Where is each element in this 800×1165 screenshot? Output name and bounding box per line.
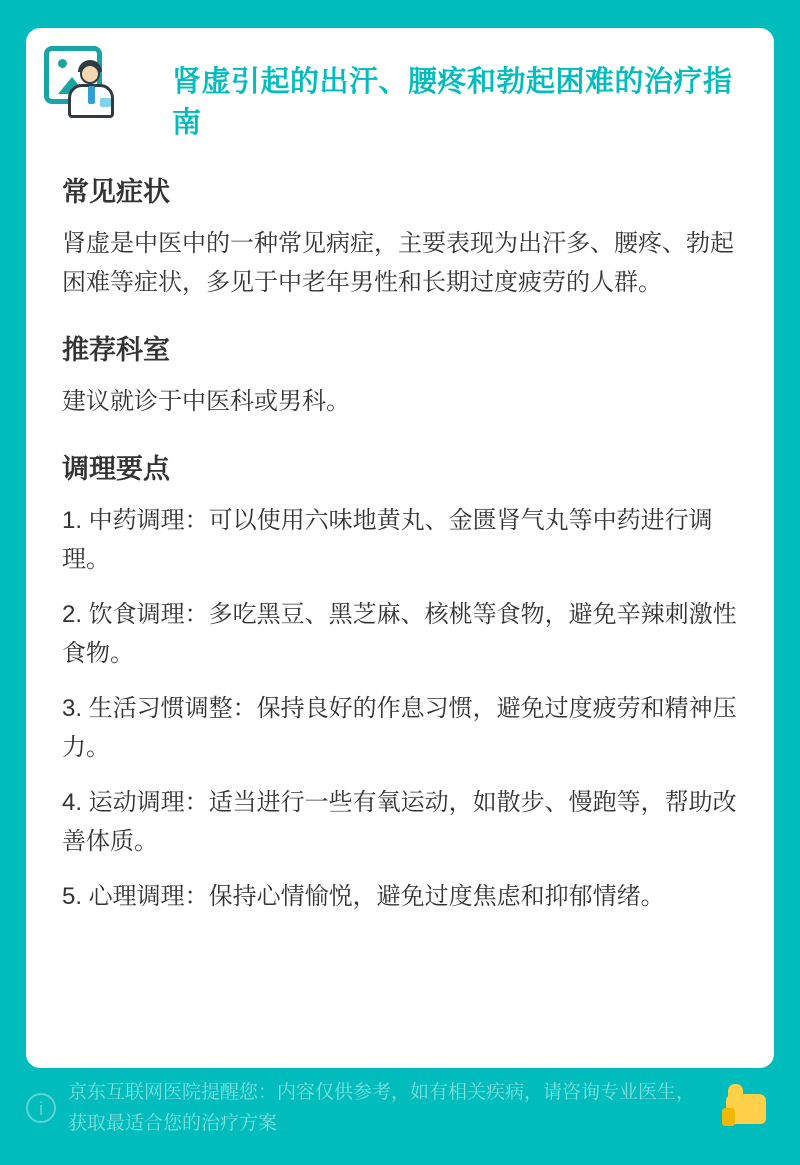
list-item: 3. 生活习惯调整：保持良好的作息习惯，避免过度疲劳和精神压力。 [62, 695, 737, 761]
section-heading-symptoms: 常见症状 [62, 177, 170, 207]
list-item: 2. 饮食调理：多吃黑豆、黑芝麻、核桃等食物，避免辛辣刺激性食物。 [62, 601, 737, 667]
section-text-symptoms: 肾虚是中医中的一种常见病症，主要表现为出汗多、腰疼、勃起困难等症状，多见于中老年男性和长期过度疲劳的人群。 [62, 230, 734, 296]
doctor-pocket-icon [100, 98, 111, 107]
section-heading-department: 推荐科室 [62, 335, 170, 365]
list-item: 5. 心理调理：保持心情愉悦，避免过度焦虑和抑郁情绪。 [62, 883, 665, 910]
section-heading-care-points: 调理要点 [62, 454, 170, 484]
page-title: 肾虚引起的出汗、腰疼和勃起困难的治疗指南 [172, 66, 733, 139]
doctor-head-icon [80, 64, 100, 84]
footer-disclaimer [26, 1069, 774, 1147]
document-dot-icon [58, 59, 67, 68]
thumbs-up-cuff-part [722, 1108, 735, 1126]
section-text-department: 建议就诊于中医科或男科。 [62, 388, 350, 415]
list-item: 1. 中药调理：可以使用六味地黄丸、金匮肾气丸等中药进行调理。 [62, 507, 713, 573]
content-card [26, 28, 774, 1068]
thumbs-up-icon[interactable] [722, 1084, 774, 1132]
doctor-document-icon [44, 42, 136, 142]
info-circle-icon: i [26, 1093, 56, 1123]
footer-disclaimer-text: 京东互联网医院提醒您：内容仅供参考，如有相关疾病，请咨询专业医生，获取最适合您的治疗方案 [68, 1082, 696, 1134]
list-item: 4. 运动调理：适当进行一些有氧运动，如散步、慢跑等，帮助改善体质。 [62, 789, 737, 855]
doctor-tie-icon [88, 86, 95, 104]
